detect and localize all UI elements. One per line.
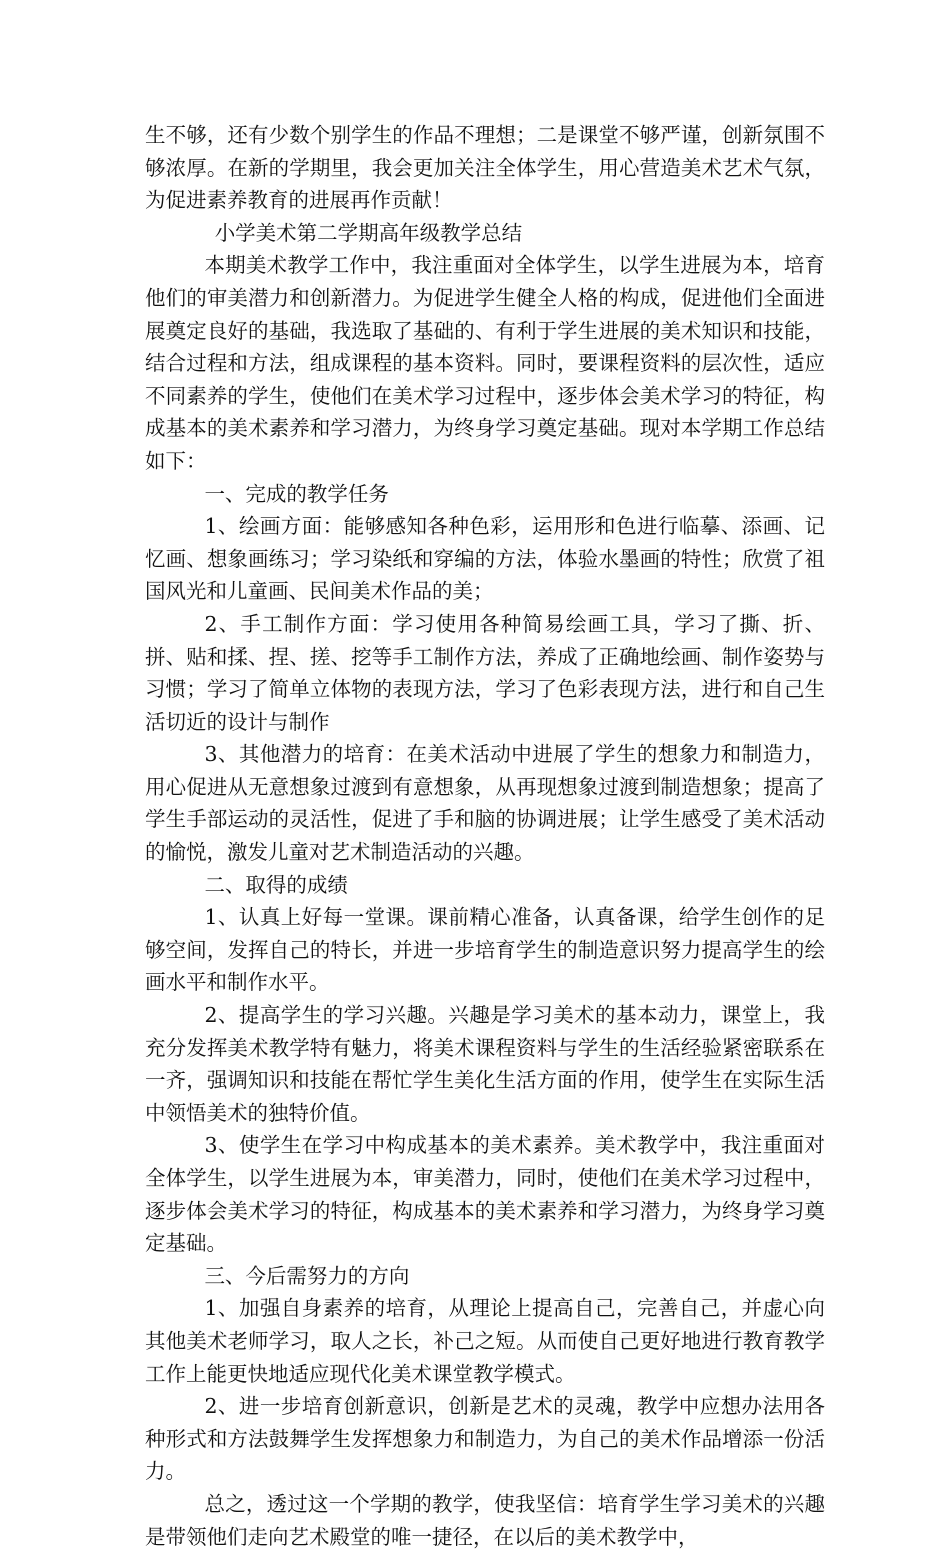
paragraph-painting: 1、绘画方面：能够感知各种色彩，运用形和色进行临摹、添画、记忆画、想象画练习；学习染纸和穿编的方法，体验水墨画的特性；欣赏了祖国风光和儿童画、民间美术作品的美； — [145, 514, 825, 604]
heading-achievements: 二、取得的成绩 — [204, 872, 348, 897]
section-title: 小学美术第二学期高年级教学总结 — [214, 220, 523, 245]
paragraph-other-abilities: 3、其他潜力的培育：在美术活动中进展了学生的想象力和制造力，用心促进从无意想象过渡到有意想象，从再现想象过渡到制造想象；提高了学生手部运动的灵活性，促进了手和脑的协调进展；让学生感受了美术活动的愉悦，激发儿童对艺术制造活动的兴趣。 — [145, 742, 825, 865]
document-body — [145, 119, 825, 1553]
paragraph-achievement-1: 1、认真上好每一堂课。课前精心准备，认真备课，给学生创作的足够空间，发挥自己的特长，并进一步培育学生的制造意识努力提高学生的绘画水平和制作水平。 — [145, 905, 825, 995]
paragraph-future-1: 1、加强自身素养的培育，从理论上提高自己，完善自己，并虚心向其他美术老师学习，取人之长，补己之短。从而使自己更好地进行教育教学工作上能更快地适应现代化美术课堂教学模式。 — [145, 1296, 825, 1386]
heading-completed-tasks: 一、完成的教学任务 — [204, 481, 389, 506]
paragraph-handcraft: 2、手工制作方面：学习使用各种简易绘画工具，学习了撕、折、拼、贴和揉、捏、搓、挖等手工制作方法，养成了正确地绘画、制作姿势与习惯；学习了简单立体物的表现方法，学习了色彩表现方法，进行和自己生活切近的设计与制作 — [145, 611, 825, 734]
paragraph-continuation: 生不够，还有少数个别学生的作品不理想；二是课堂不够严谨，创新氛围不够浓厚。在新的学期里，我会更加关注全体学生，用心营造美术艺术气氛，为促进素养教育的进展再作贡献！ — [145, 123, 825, 213]
paragraph-conclusion: 总之，透过这一个学期的教学，使我坚信：培育学生学习美术的兴趣是带领他们走向艺术殿堂的唯一捷径，在以后的美术教学中， — [145, 1491, 825, 1549]
paragraph-future-2: 2、进一步培育创新意识，创新是艺术的灵魂，教学中应想办法用各种形式和方法鼓舞学生发挥想象力和制造力，为自己的美术作品增添一份活力。 — [145, 1394, 825, 1484]
heading-future-direction: 三、今后需努力的方向 — [204, 1263, 410, 1288]
paragraph-intro: 本期美术教学工作中，我注重面对全体学生，以学生进展为本，培育他们的审美潜力和创新潜力。为促进学生健全人格的构成，促进他们全面进展奠定良好的基础，我选取了基础的、有利于学生进展的美术知识和技能，结合过程和方法，组成课程的基本资料。同时，要课程资料的层次性，适应不同素养的学生，使他们在美术学习过程中，逐步体会美术学习的特征，构成基本的美术素养和学习潜力，为终身学习奠定基础。现对本学期工作总结如下： — [145, 253, 825, 473]
paragraph-achievement-2: 2、提高学生的学习兴趣。兴趣是学习美术的基本动力，课堂上，我充分发挥美术教学特有魅力，将美术课程资料与学生的生活经验紧密联系在一齐，强调知识和技能在帮忙学生美化生活方面的作用，使学生在实际生活中领悟美术的独特价值。 — [145, 1003, 825, 1125]
paragraph-achievement-3: 3、使学生在学习中构成基本的美术素养。美术教学中，我注重面对全体学生，以学生进展为本，审美潜力，同时，使他们在美术学习过程中，逐步体会美术学习的特征，构成基本的美术素养和学习潜力，为终身学习奠定基础。 — [145, 1133, 825, 1256]
